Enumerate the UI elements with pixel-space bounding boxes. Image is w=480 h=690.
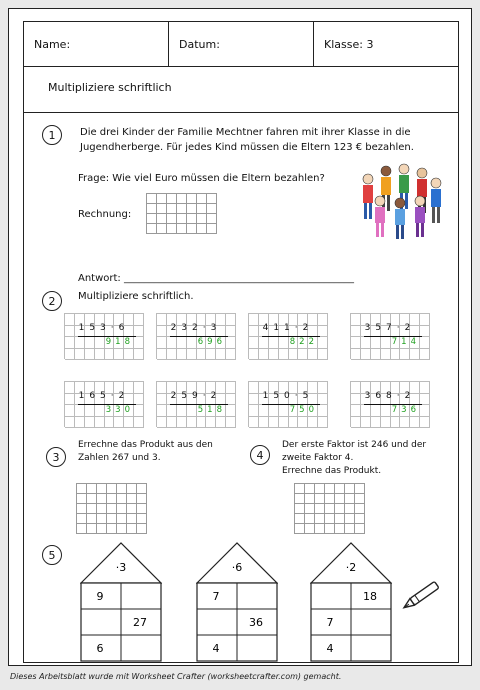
problem-result[interactable]: 518 bbox=[197, 405, 226, 415]
problem-result[interactable]: 696 bbox=[197, 337, 226, 347]
problem-result[interactable]: 750 bbox=[289, 405, 318, 415]
calc-grid[interactable] bbox=[146, 193, 217, 234]
task4-text: Der erste Faktor ist 246 und der zweite Faktor 4. Errechne das Produkt. bbox=[282, 440, 427, 476]
problem-result[interactable]: 822 bbox=[289, 337, 318, 347]
house-cell: 7 bbox=[326, 616, 334, 629]
date-field[interactable]: Datum: bbox=[169, 22, 314, 66]
roof-factor: ·3 bbox=[115, 561, 127, 574]
task1-answer-line[interactable]: Antwort: ______________________________________________ bbox=[78, 273, 354, 284]
footer-note: Dieses Arbeitsblatt wurde mit Worksheet Crafter (worksheetcrafter.com) gemacht. bbox=[10, 672, 342, 681]
house-cell: 9 bbox=[96, 590, 104, 603]
multiplication-problem bbox=[156, 381, 236, 427]
house-cell: 4 bbox=[326, 642, 334, 655]
worksheet bbox=[8, 8, 472, 666]
multiplication-problem bbox=[350, 313, 430, 359]
number-house bbox=[310, 541, 392, 663]
roof-factor: ·2 bbox=[345, 561, 357, 574]
children-illustration bbox=[354, 157, 446, 247]
problem-result[interactable]: 918 bbox=[105, 337, 134, 347]
multiplication-problem bbox=[156, 313, 236, 359]
problem-result[interactable]: 714 bbox=[391, 337, 420, 347]
task1-question: Frage: Wie viel Euro müssen die Eltern bezahlen? bbox=[78, 173, 325, 184]
task-number-4: 4 bbox=[250, 445, 270, 465]
task3-text: Errechne das Produkt aus den Zahlen 267 und 3. bbox=[78, 440, 213, 463]
task-number-3: 3 bbox=[46, 447, 66, 467]
problem-expression: 232·3 bbox=[170, 323, 222, 333]
task-number-5: 5 bbox=[42, 545, 62, 565]
task-area bbox=[23, 113, 459, 663]
problem-expression: 153·6 bbox=[78, 323, 130, 333]
multiplication-problem bbox=[64, 381, 144, 427]
task1-text: Die drei Kinder der Familie Mechtner fahren mit ihrer Klasse in die Jugendherberge. Für jedes Kind müssen die Eltern 123 € bezahlen. bbox=[80, 127, 414, 153]
multiplication-problem bbox=[64, 313, 144, 359]
number-house bbox=[80, 541, 162, 663]
calc-grid-task4[interactable] bbox=[294, 483, 365, 534]
calc-grid-task3[interactable] bbox=[76, 483, 147, 534]
problem-expression: 357·2 bbox=[364, 323, 416, 333]
house-cell: 18 bbox=[363, 590, 377, 603]
problem-expression: 259·2 bbox=[170, 391, 222, 401]
problem-expression: 411·2 bbox=[262, 323, 314, 333]
name-field[interactable]: Name: bbox=[24, 22, 169, 66]
problem-result[interactable]: 736 bbox=[391, 405, 420, 415]
multiplication-problem bbox=[350, 381, 430, 427]
task-number-2: 2 bbox=[42, 291, 62, 311]
task2-title: Multipliziere schriftlich. bbox=[78, 291, 194, 302]
pen-icon bbox=[396, 575, 448, 615]
roof-factor: ·6 bbox=[231, 561, 243, 574]
multiplication-problem bbox=[248, 313, 328, 359]
class-field: Klasse: 3 bbox=[324, 37, 374, 51]
number-house bbox=[196, 541, 278, 663]
problem-expression: 368·2 bbox=[364, 391, 416, 401]
house-cell: 6 bbox=[96, 642, 104, 655]
child-figure bbox=[363, 174, 373, 219]
house-cell: 27 bbox=[133, 616, 147, 629]
problem-result[interactable]: 330 bbox=[105, 405, 134, 415]
task1-calc-label: Rechnung: bbox=[78, 209, 132, 220]
header-row bbox=[23, 21, 459, 67]
problem-expression: 165·2 bbox=[78, 391, 130, 401]
task-number-1: 1 bbox=[42, 125, 62, 145]
house-cell: 7 bbox=[212, 590, 220, 603]
problem-expression: 150·5 bbox=[262, 391, 314, 401]
multiplication-problem bbox=[248, 381, 328, 427]
worksheet-title: Multipliziere schriftlich bbox=[23, 67, 459, 113]
house-cell: 4 bbox=[212, 642, 220, 655]
house-cell: 36 bbox=[249, 616, 263, 629]
